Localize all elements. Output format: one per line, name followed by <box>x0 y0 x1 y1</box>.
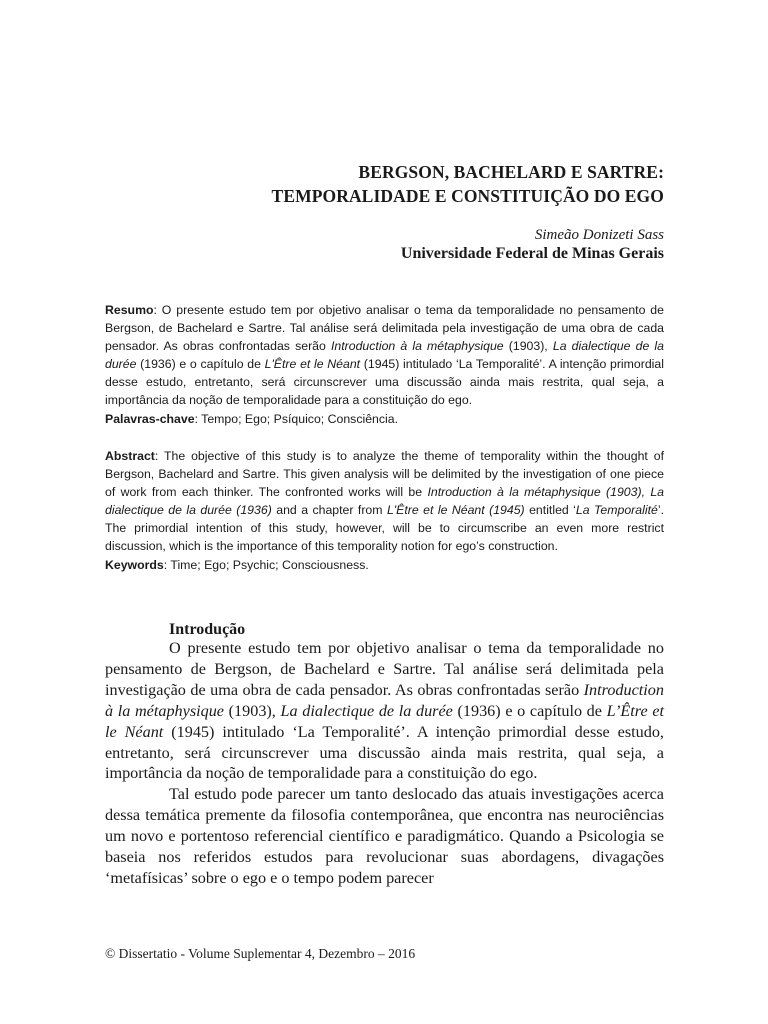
keywords <box>105 556 664 574</box>
palavras-chave-text: : Tempo; Ego; Psíquico; Consciência. <box>194 411 399 426</box>
body-work-title: La dialectique de la durée <box>280 701 453 720</box>
abstract-text: and a chapter from <box>271 503 387 518</box>
keywords-label: Keywords <box>105 557 164 572</box>
body-text <box>105 638 664 889</box>
palavras-chave-label: Palavras-chave <box>105 411 195 426</box>
paper-title <box>272 160 664 208</box>
palavras-chave <box>105 410 664 428</box>
abstract-text: entitled ‘ <box>524 503 576 518</box>
title-line-1: BERGSON, BACHELARD E SARTRE: <box>358 162 664 182</box>
abstract-section <box>105 447 664 574</box>
section-heading-introducao: Introdução <box>169 621 246 638</box>
body-paragraph-2: Tal estudo pode parecer um tanto deslocado das atuais investigações acerca dessa temática premente da filosofia contemporânea, que encontra nas neurociências um novo e portentoso referencial científico e paradigmático. Quando a Psicologia se baseia nos referidos estudos para revolucionar suas abordagens, divagações ‘metafísicas’ sobre o ego e o tempo podem parecer <box>105 785 664 887</box>
body-paragraph-1 <box>105 638 664 784</box>
keywords-text: : Time; Ego; Psychic; Consciousness. <box>163 557 369 572</box>
abstract-paragraph <box>105 447 664 556</box>
resumo-text: : O presente estudo tem por objetivo analisar o tema da temporalidade no pensamento de Bergson, de Bachelard e Sartre. Tal análise será delimitada pela investigação de uma obra de cada pensador. As obras confrontadas serão <box>105 303 664 354</box>
body-text-run: (1945) intitulado ‘La Temporalité’. A intenção primordial desse estudo, entretanto, será circunscrever uma discussão ainda mais restrita, qual seja, a importância da noção de temporalidade para a constituição do ego. <box>105 722 664 783</box>
abstract-label: Abstract <box>105 449 155 463</box>
resumo-work-title: L'Être et le Néant <box>264 357 361 372</box>
body-text-run: O presente estudo tem por objetivo analisar o tema da temporalidade no pensamento de Bergson, de Bachelard e Sartre. Tal análise será delimitada pela investigação de uma obra de cada pensador. As obras confrontadas serão <box>105 639 664 699</box>
abstract-text: : The objective of this study is to analyze the theme of temporality within the thought of Bergson, Bachelard and Sartre. This given analysis will be delimited by the investigation of one piece of work from each thinker. The confronted works will be <box>105 449 664 500</box>
resumo-text: (1945) intitulado ‘La Temporalité’. A intenção primordial desse estudo, entretanto, será circunscrever uma discussão ainda mais restrita, qual seja, a importância da noção de temporalidade para a constituição do ego. <box>105 357 664 408</box>
resumo-section <box>105 301 664 428</box>
resumo-text: (1903), <box>503 339 553 354</box>
title-line-2: TEMPORALIDADE E CONSTITUIÇÃO DO EGO <box>271 186 664 206</box>
footer-citation: © Dissertatio - Volume Suplementar 4, Dezembro – 2016 <box>105 946 416 961</box>
body-work-title: Introduction à la métaphysique <box>105 680 664 720</box>
resumo-work-title: La dialectique de la durée <box>105 339 664 372</box>
abstract-work-title: L'Être et le Néant (1945) <box>386 503 525 518</box>
resumo-work-title: Introduction à la métaphysique <box>330 339 504 354</box>
abstract-work-title: Introduction à la métaphysique (1903), La dialectique de la durée (1936) <box>105 485 665 518</box>
body-text-run: (1903), <box>224 701 281 720</box>
resumo-paragraph <box>105 301 664 410</box>
body-work-title: L’Être et le Néant <box>105 701 665 741</box>
body-text-run: (1936) e o capítulo de <box>452 701 607 720</box>
resumo-text: (1936) e o capítulo de <box>136 357 265 372</box>
author-name: Simeão Donizeti Sass <box>534 227 664 243</box>
resumo-label: Resumo <box>105 303 154 317</box>
author-affiliation: Universidade Federal de Minas Gerais <box>400 245 664 262</box>
abstract-work-title: La Temporalité <box>575 503 658 518</box>
abstract-text: ’. The primordial intention of this study, however, will be to circumscribe an even more restrict discussion, which is the importance of this temporality notion for ego’s construction. <box>105 503 664 554</box>
